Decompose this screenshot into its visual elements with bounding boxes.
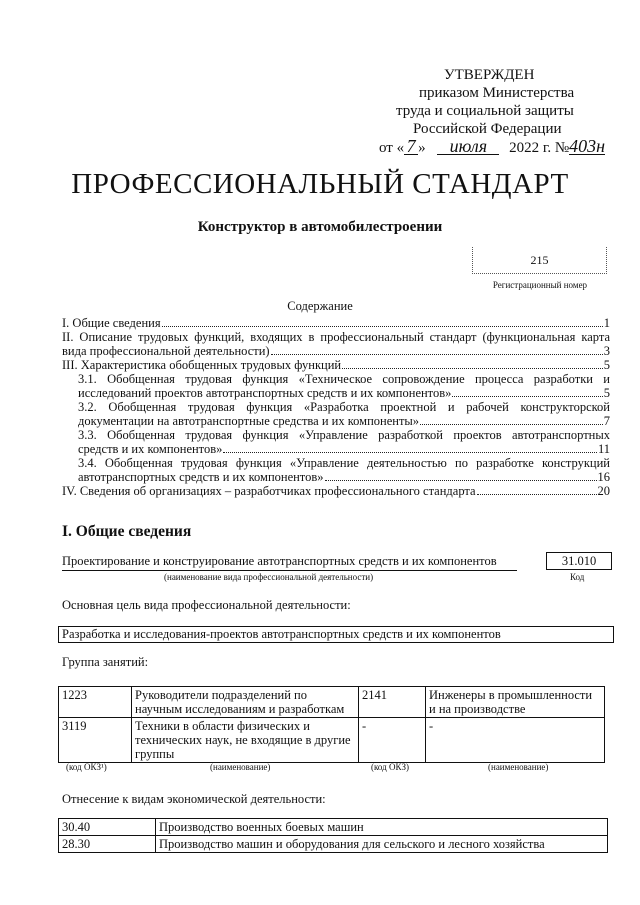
occ-name: Руководители подразделений по научным исследованиям и разработкам — [132, 687, 359, 718]
toc-item[interactable]: III. Характеристика обобщенных трудовых функций 5 — [62, 358, 610, 372]
toc-item[interactable]: 3.4. Обобщенная трудовая функция «Управление деятельностью по разработке конструкций автотранспортных средств и их компонентов» 16 — [78, 456, 610, 484]
occ-code: 2141 — [359, 687, 426, 718]
goal-text: Разработка и исследования-проектов автотранспортных средств и их компонентов — [58, 626, 614, 643]
occupation-table — [58, 686, 605, 763]
date-day: 7 — [404, 138, 418, 155]
occ-caption-name: (наименование) — [210, 762, 271, 772]
occ-name: Техники в области физических и технических наук, не входящие в другие группы — [132, 718, 359, 763]
approval-line-3: труда и социальной защиты — [396, 103, 574, 119]
occ-name: - — [426, 718, 605, 763]
code-caption: Код — [570, 572, 585, 582]
date-year: 2022 г. № — [509, 140, 570, 156]
occ-code: 1223 — [59, 687, 132, 718]
okved-name: Производство военных боевых машин — [156, 819, 608, 836]
economic-activity-table — [58, 818, 608, 853]
occ-caption-name-2: (наименование) — [488, 762, 549, 772]
registration-number-label: Регистрационный номер — [492, 280, 588, 290]
registration-number-box: 215 — [472, 247, 607, 274]
goal-label: Основная цель вида профессиональной деятельности: — [62, 598, 351, 612]
toc-item[interactable]: 3.2. Обобщенная трудовая функция «Разработка проектной и рабочей конструкторской документации на автотранспортные средства и их компоненты» 7 — [78, 400, 610, 428]
document-subtitle: Конструктор в автомобилестроении — [197, 219, 443, 235]
toc-item[interactable]: I. Общие сведения 1 — [62, 316, 610, 330]
section-heading: I. Общие сведения — [62, 523, 192, 540]
approval-line-2: приказом Министерства — [419, 85, 575, 101]
occ-name: Инженеры в промышленности и на производстве — [426, 687, 605, 718]
activity-kind-name: Проектирование и конструирование автотранспортных средств и их компонентов — [62, 554, 517, 571]
occ-caption-code: (код ОКЗ¹) — [66, 762, 107, 772]
order-number: 403н — [569, 136, 606, 156]
approval-line-1: УТВЕРЖДЕН — [444, 67, 535, 83]
table-row — [59, 819, 608, 836]
activity-kind-caption: (наименование вида профессиональной деятельности) — [164, 572, 374, 582]
occupation-group-label: Группа занятий: — [62, 655, 149, 669]
toc-heading: Содержание — [287, 299, 353, 313]
economic-activity-label: Отнесение к видам экономической деятельности: — [62, 792, 326, 806]
toc-item[interactable]: 3.1. Обобщенная трудовая функция «Техническое сопровождение процесса разработки и исследований проектов автотранспортных средств и их компонентов» 5 — [78, 372, 610, 400]
occ-code: 3119 — [59, 718, 132, 763]
table-row — [59, 687, 605, 718]
toc-item[interactable]: IV. Сведения об организациях – разработчиках профессионального стандарта 20 — [62, 484, 610, 498]
date-month: июля — [437, 138, 499, 155]
table-row — [59, 718, 605, 763]
table-row — [59, 836, 608, 853]
table-of-contents — [62, 316, 610, 498]
date-mid: » — [418, 140, 426, 156]
document-title: ПРОФЕССИОНАЛЬНЫЙ СТАНДАРТ — [71, 168, 569, 200]
approval-line-4: Российской Федерации — [413, 121, 562, 137]
toc-item[interactable]: II. Описание трудовых функций, входящих в профессиональный стандарт (функциональная карта вида профессиональной деятельности) 3 — [62, 330, 610, 358]
okved-code: 28.30 — [59, 836, 156, 853]
activity-kind-code: 31.010 — [546, 552, 612, 570]
toc-item[interactable]: 3.3. Обобщенная трудовая функция «Управление разработкой проектов автотранспортных средств и их компонентов» 11 — [78, 428, 610, 456]
okved-code: 30.40 — [59, 819, 156, 836]
occ-caption-code-2: (код ОКЗ) — [371, 762, 409, 772]
date-prefix: от « — [379, 140, 405, 156]
approval-date-line — [379, 138, 605, 157]
okved-name: Производство машин и оборудования для сельского и лесного хозяйства — [156, 836, 608, 853]
occ-code: - — [359, 718, 426, 763]
